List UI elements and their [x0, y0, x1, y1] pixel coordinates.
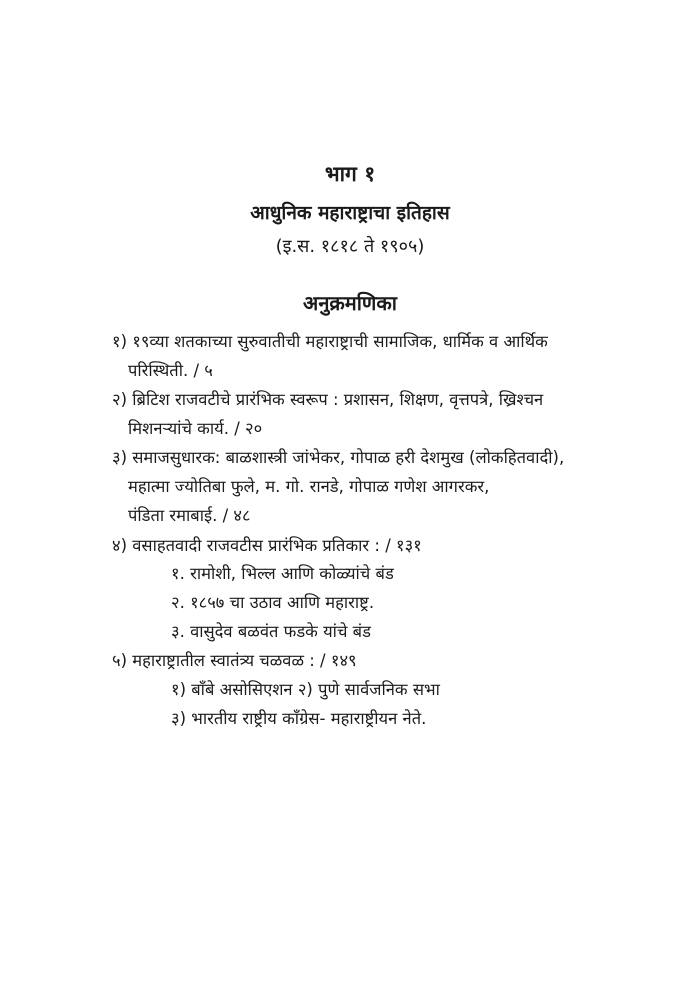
contents-subentry-4-1: १. रामोशी, भिल्ल आणि कोळ्यांचे बंड [171, 564, 394, 583]
contents-entry-1-cont: परिस्थिती. / ५ [128, 361, 213, 380]
contents-entry-1: १) १९व्या शतकाच्या सुरुवातीची महाराष्ट्राची सामाजिक, धार्मिक व आर्थिक [112, 332, 548, 351]
contents-subentry-5-2: ३) भारतीय राष्ट्रीय काँग्रेस- महाराष्ट्रीयन नेते. [171, 709, 427, 728]
contents-entry-2-cont: मिशनऱ्यांचे कार्य. / २० [128, 419, 263, 438]
contents-heading: अनुक्रमणिका [303, 291, 397, 315]
contents-subentry-4-2: २. १८५७ चा उठाव आणि महाराष्ट्र. [171, 593, 375, 612]
contents-entry-3-cont-1: महात्मा ज्योतिबा फुले, म. गो. रानडे, गोपाळ गणेश आगरकर, [128, 477, 490, 496]
contents-subentry-4-3: ३. वासुदेव बळवंत फडके यांचे बंड [171, 622, 371, 641]
part-title: भाग १ [324, 162, 376, 186]
contents-entry-5: ५) महाराष्ट्रातील स्वातंत्र्य चळवळ : / १४९ [112, 651, 357, 670]
contents-subentry-5-1: १) बाँबे असोसिएशन २) पुणे सार्वजनिक सभा [171, 680, 440, 699]
contents-entry-4: ४) वसाहतवादी राजवटीस प्रारंभिक प्रतिकार : / १३१ [112, 536, 422, 555]
book-title: आधुनिक महाराष्ट्राचा इतिहास [250, 202, 450, 224]
contents-entry-2: २) ब्रिटिश राजवटीचे प्रारंभिक स्वरूप : प्रशासन, शिक्षण, वृत्तपत्रे, ख्रिश्चन [112, 390, 544, 409]
contents-entry-3: ३) समाजसुधारक: बाळशास्त्री जांभेकर, गोपाळ हरी देशमुख (लोकहितवादी), [112, 448, 565, 467]
period-range: (इ.स. १८१८ ते १९०५) [275, 236, 425, 257]
contents-entry-3-cont-2: पंडिता रमाबाई. / ४८ [128, 506, 251, 525]
